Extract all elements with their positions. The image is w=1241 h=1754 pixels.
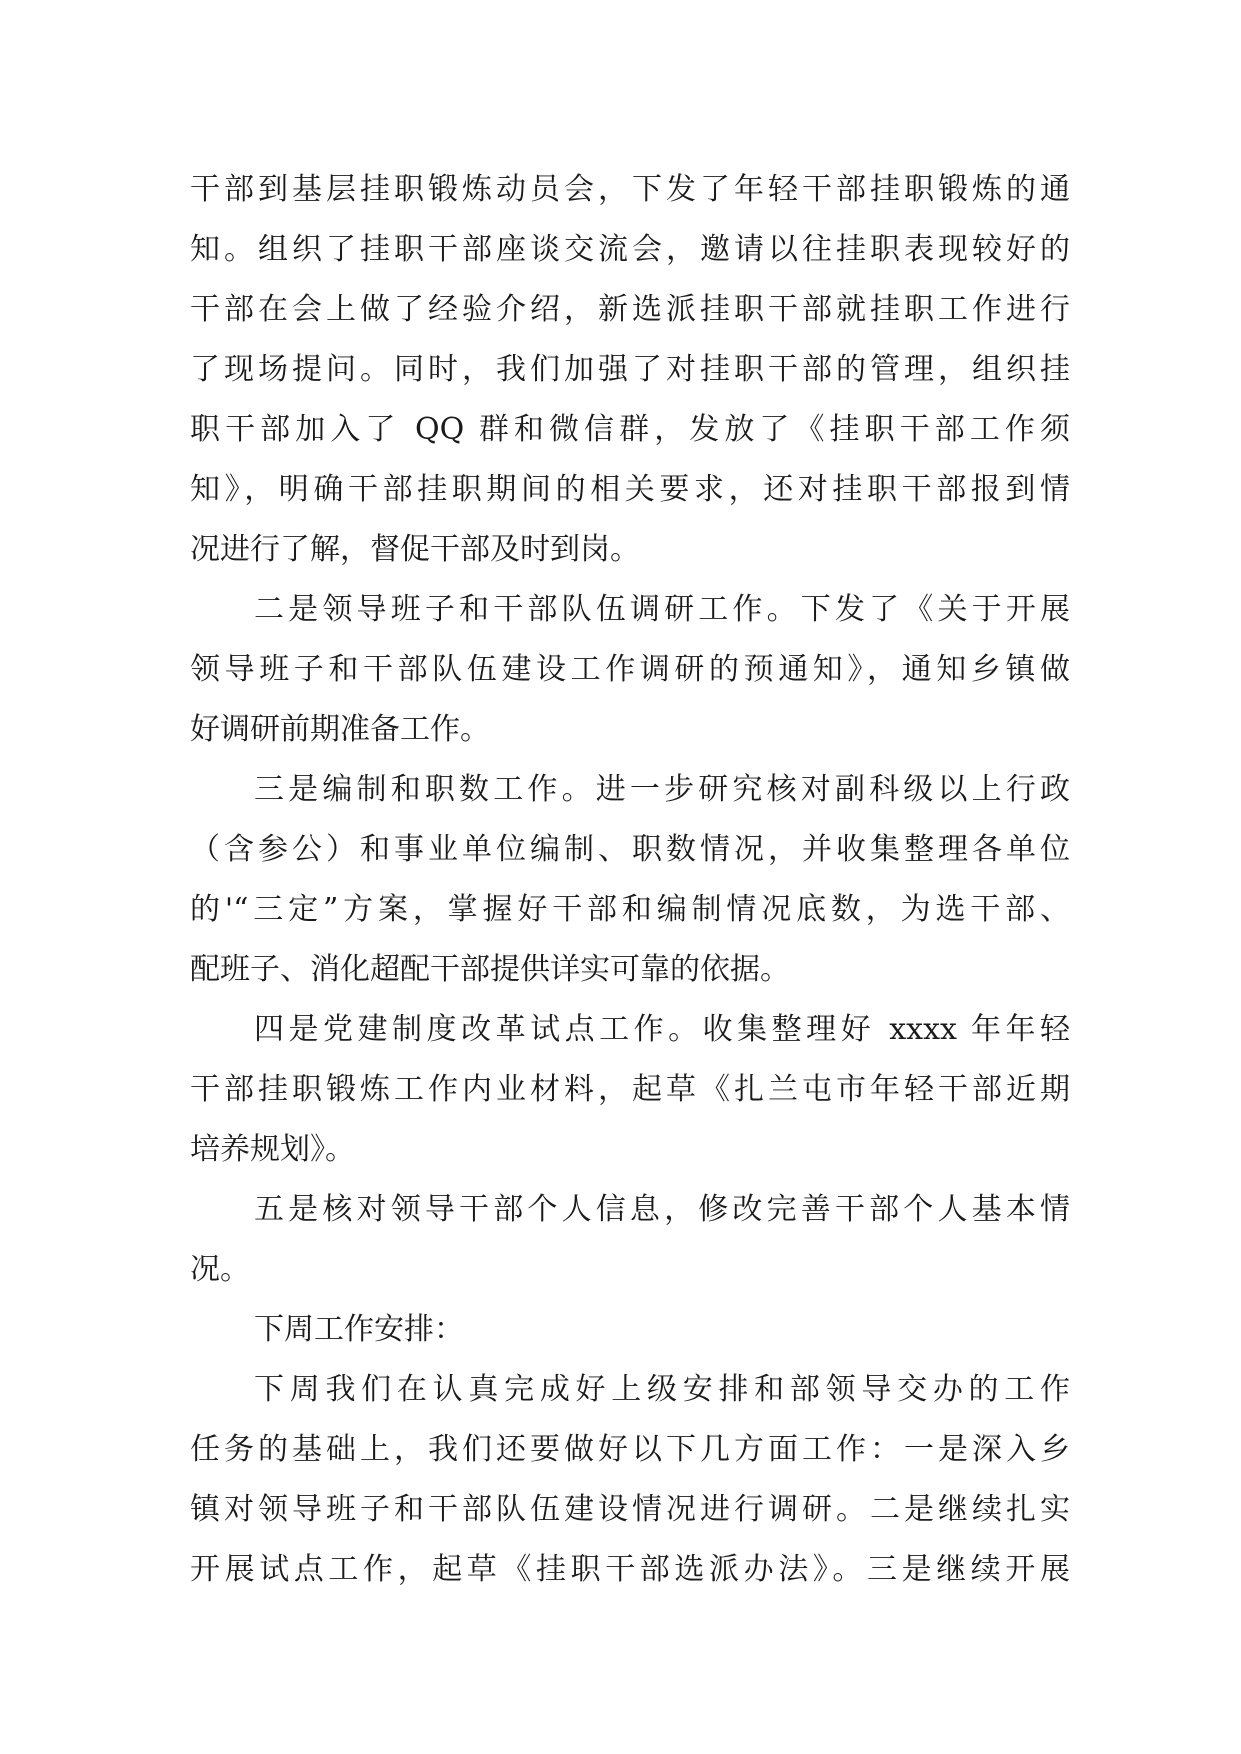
text-line: 好调研前期准备工作。 <box>190 712 490 747</box>
document-body <box>190 160 1070 1600</box>
text-line: 了现场提问。同时，我们加强了对挂职干部的管理，组织挂 <box>190 352 1070 387</box>
text-line: 况。 <box>190 1252 250 1287</box>
paragraph-start-line: 五是核对领导干部个人信息，修改完善干部个人基本情 <box>254 1192 1070 1227</box>
text-line: 镇对领导班子和干部队伍建设情况进行调研。二是继续扎实 <box>190 1492 1070 1527</box>
text-line: 任务的基础上，我们还要做好以下几方面工作：一是深入乡 <box>190 1432 1070 1467</box>
text-line: （含参公）和事业单位编制、职数情况，并收集整理各单位 <box>190 832 1070 867</box>
paragraph-start-line: 下周我们在认真完成好上级安排和部领导交办的工作 <box>254 1372 1070 1407</box>
text-line: 干部到基层挂职锻炼动员会，下发了年轻干部挂职锻炼的通 <box>190 172 1070 207</box>
paragraph-start-line: 四是党建制度改革试点工作。收集整理好 xxxx 年年轻 <box>254 1012 1070 1047</box>
section-heading-line: 下周工作安排： <box>254 1312 464 1347</box>
text-line: 领导班子和干部队伍建设工作调研的预通知》，通知乡镇做 <box>190 652 1070 687</box>
paragraph-start-line: 二是领导班子和干部队伍调研工作。下发了《关于开展 <box>254 592 1070 627</box>
text-line: 干部挂职锻炼工作内业材料，起草《扎兰屯市年轻干部近期 <box>190 1072 1070 1107</box>
text-line: 配班子、消化超配干部提供详实可靠的依据。 <box>190 952 790 987</box>
paragraph-start-line: 三是编制和职数工作。进一步研究核对副科级以上行政 <box>254 772 1070 807</box>
text-line: 干部在会上做了经验介绍，新选派挂职干部就挂职工作进行 <box>190 292 1070 327</box>
text-line: 培养规划》。 <box>190 1132 355 1167</box>
text-line: 知》，明确干部挂职期间的相关要求，还对挂职干部报到情 <box>190 472 1070 507</box>
text-line: 况进行了解，督促干部及时到岗。 <box>190 532 640 567</box>
text-line: 开展试点工作，起草《挂职干部选派办法》。三是继续开展 <box>190 1552 1070 1587</box>
text-line: 的'“三定”方案，掌握好干部和编制情况底数，为选干部、 <box>190 892 1070 927</box>
text-line: 知。组织了挂职干部座谈交流会，邀请以往挂职表现较好的 <box>190 232 1070 267</box>
text-line: 职干部加入了 QQ 群和微信群，发放了《挂职干部工作须 <box>190 412 1070 447</box>
